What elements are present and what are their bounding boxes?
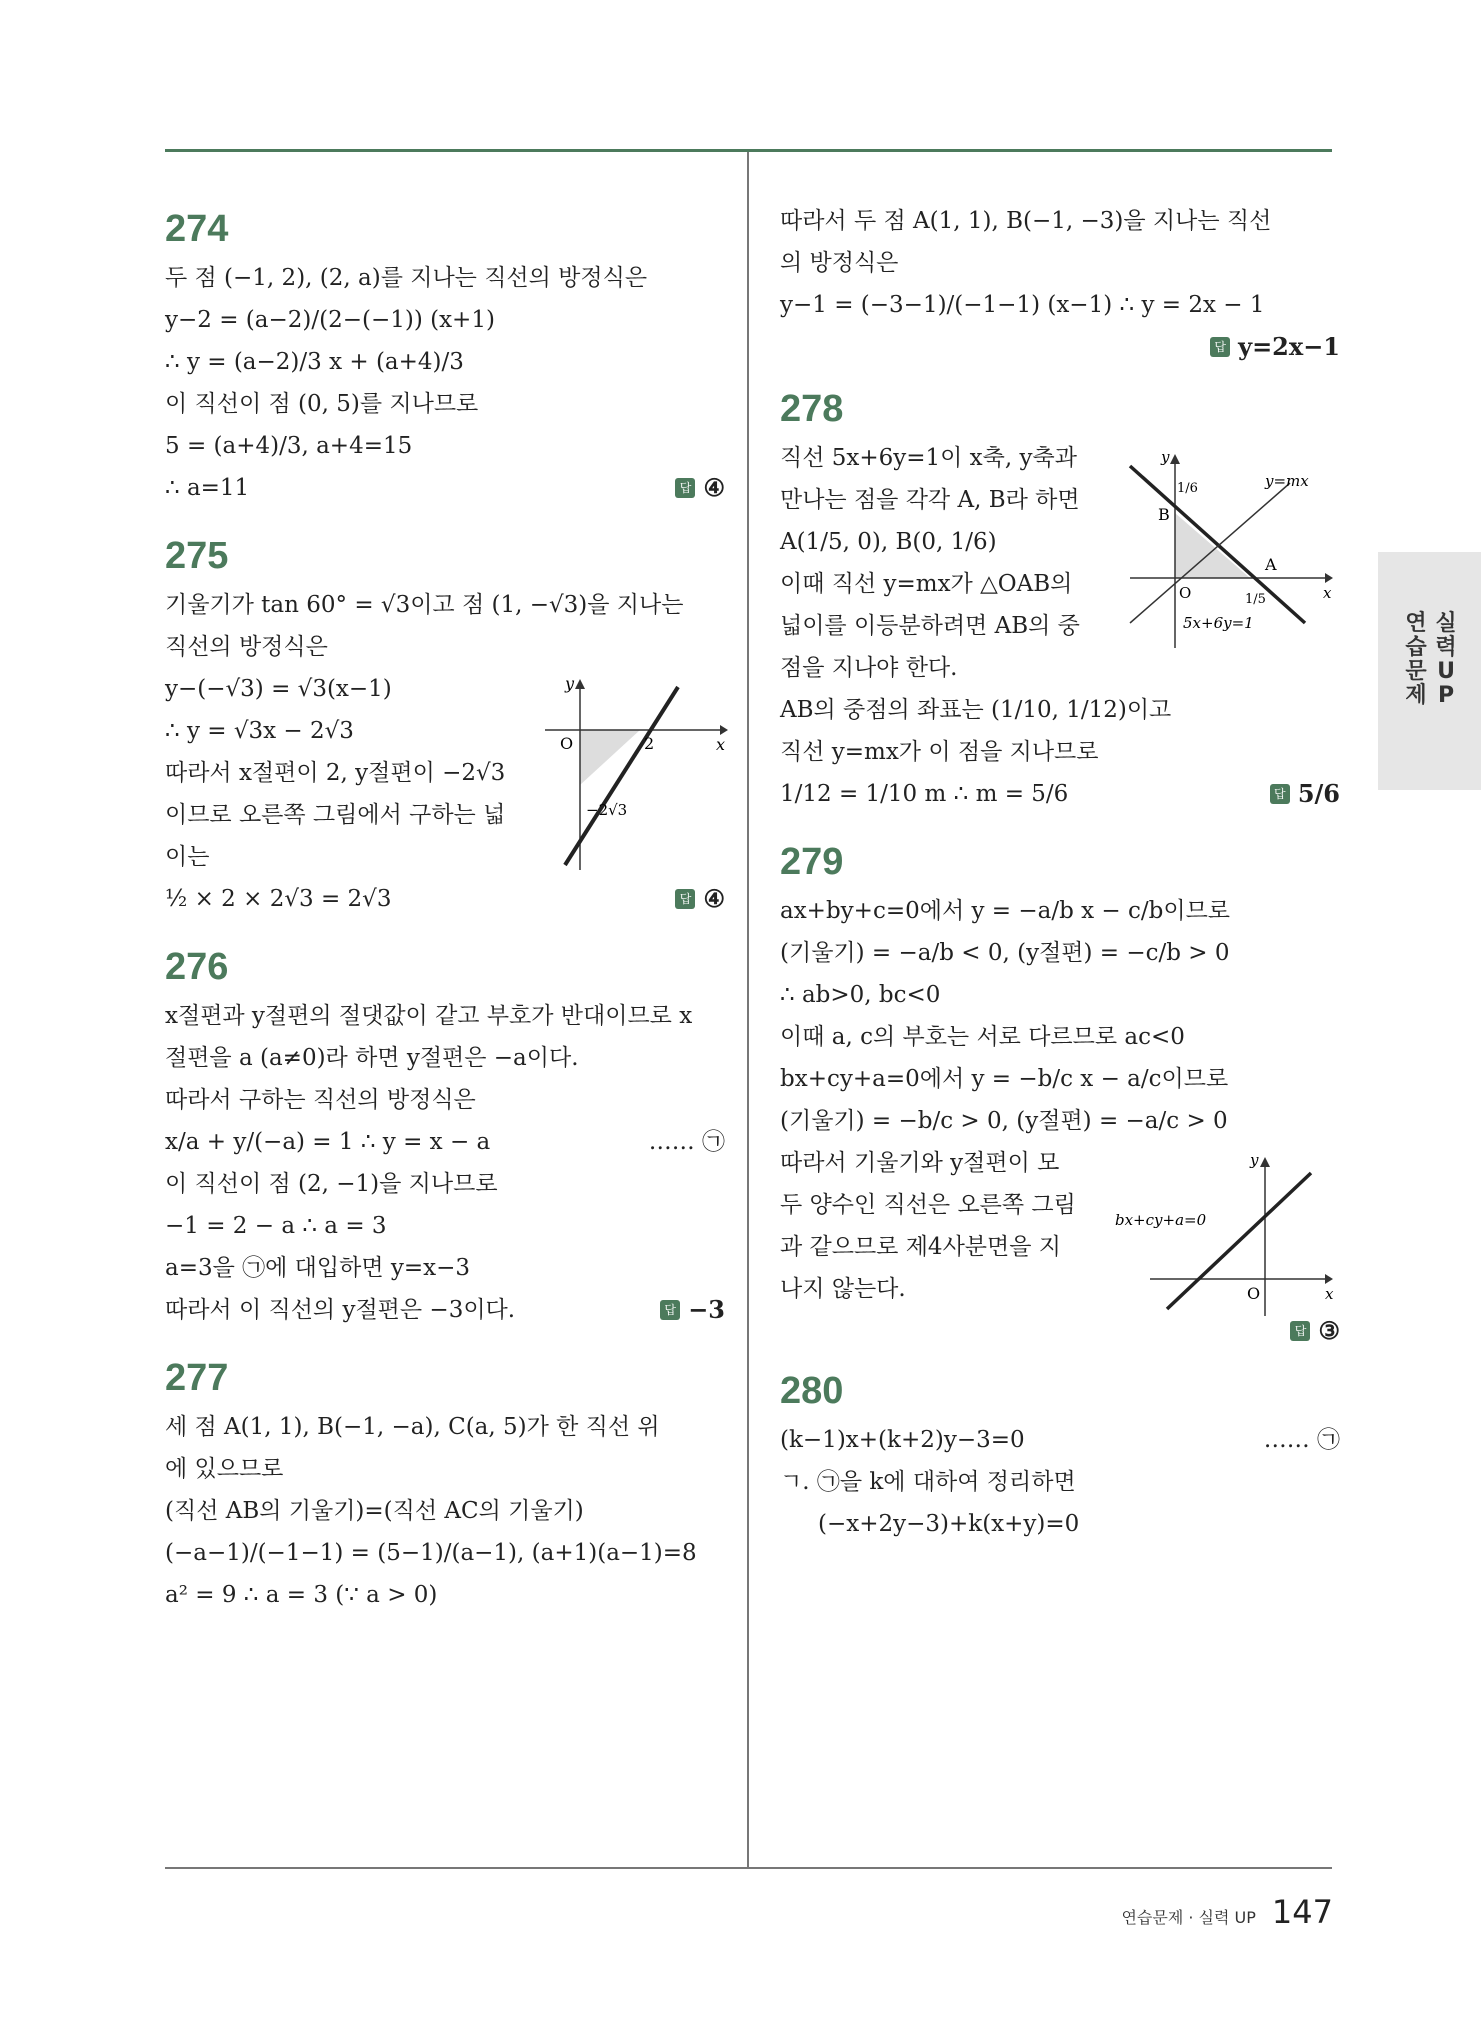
answer-icon: 답 bbox=[1210, 337, 1230, 357]
problem-275 bbox=[165, 535, 725, 920]
right-column bbox=[780, 200, 1340, 1545]
y-axis-arrow bbox=[575, 679, 585, 689]
left-column bbox=[165, 190, 725, 1616]
solution-line: (−a−1)/(−1−1) = (5−1)/(a−1), (a+1)(a−1)=8 bbox=[165, 1540, 697, 1566]
solution-line: 따라서 기울기와 y절편이 모 bbox=[780, 1150, 1060, 1176]
figure-279-graph bbox=[1115, 1151, 1340, 1321]
solution-line: ㄱ. ㉠을 k에 대하여 정리하면 bbox=[780, 1469, 1076, 1495]
side-section-tab bbox=[1378, 552, 1481, 790]
solution-line: (−x+2y−3)+k(x+y)=0 bbox=[818, 1511, 1080, 1537]
solution-line: 만나는 점을 각각 A, B라 하면 bbox=[780, 487, 1080, 513]
problem-274 bbox=[165, 208, 725, 509]
answer-value: 5/6 bbox=[1297, 779, 1340, 808]
figure-278-graph bbox=[1125, 448, 1340, 653]
solution-line-with-answer bbox=[165, 467, 725, 509]
problem-276 bbox=[165, 946, 725, 1331]
column-divider bbox=[747, 152, 749, 1867]
answer-icon: 답 bbox=[1290, 1321, 1310, 1341]
solution-line: 기울기가 tan 60° = √3이고 점 (1, −√3)을 지나는 bbox=[165, 592, 684, 618]
x-axis-label: x bbox=[1323, 584, 1332, 602]
solution-line: 에 있으므로 bbox=[165, 1456, 284, 1482]
y-intercept-label: −2√3 bbox=[586, 801, 628, 819]
solution-line: 직선의 방정식은 bbox=[165, 634, 328, 660]
origin-label: O bbox=[1247, 1284, 1261, 1303]
solution-line: ax+by+c=0에서 y = −a/b x − c/b이므로 bbox=[780, 898, 1231, 924]
a-value-label: 1/5 bbox=[1245, 592, 1266, 607]
problem-number: 279 bbox=[780, 841, 844, 883]
solution-line: 직선 5x+6y=1이 x축, y축과 bbox=[780, 445, 1077, 471]
problem-278 bbox=[780, 388, 1340, 815]
x-axis-arrow bbox=[1325, 1274, 1333, 1284]
answer-icon: 답 bbox=[675, 889, 695, 909]
solution-line: −1 = 2 − a ∴ a = 3 bbox=[165, 1213, 387, 1239]
solution-line: 절편을 a (a≠0)라 하면 y절편은 −a이다. bbox=[165, 1045, 579, 1071]
solution-line: 따라서 두 점 A(1, 1), B(−1, −3)을 지나는 직선 bbox=[780, 208, 1272, 234]
figure-275-graph bbox=[540, 675, 730, 875]
solution-line: 의 방정식은 bbox=[780, 250, 899, 276]
origin-label: O bbox=[560, 734, 574, 753]
point-b-label: B bbox=[1158, 505, 1170, 524]
page-footer bbox=[1121, 1893, 1333, 1931]
tab-label-silryeok-up: 실력UP bbox=[1435, 611, 1457, 708]
bottom-rule bbox=[165, 1867, 1332, 1869]
answer-icon: 답 bbox=[660, 1300, 680, 1320]
solution-text: (k−1)x+(k+2)y−3=0 bbox=[780, 1427, 1025, 1453]
y-axis-label: y bbox=[1161, 448, 1170, 466]
solution-line: a=3을 ㉠에 대입하면 y=x−3 bbox=[165, 1255, 470, 1281]
line-label: bx+cy+a=0 bbox=[1115, 1211, 1207, 1229]
solution-line: ∴ ab>0, bc<0 bbox=[780, 982, 941, 1008]
solution-line: (직선 AB의 기울기)=(직선 AC의 기울기) bbox=[165, 1498, 584, 1524]
solution-line: 이 직선이 점 (0, 5)를 지나므로 bbox=[165, 391, 479, 417]
answer-badge bbox=[1270, 773, 1340, 815]
y-axis-arrow bbox=[1170, 454, 1180, 464]
problem-277-continued bbox=[780, 200, 1340, 368]
solution-line: a² = 9 ∴ a = 3 (∵ a > 0) bbox=[165, 1582, 438, 1608]
graph-line bbox=[1167, 1173, 1311, 1309]
problem-number: 275 bbox=[165, 535, 229, 577]
problem-number: 274 bbox=[165, 208, 229, 250]
solution-line: 세 점 A(1, 1), B(−1, −a), C(a, 5)가 한 직선 위 bbox=[165, 1414, 660, 1440]
solution-line: 과 같으므로 제4사분면을 지 bbox=[780, 1234, 1061, 1260]
answer-badge bbox=[675, 878, 725, 920]
solution-line: 넓이를 이등분하려면 AB의 중 bbox=[780, 613, 1080, 639]
answer-badge bbox=[675, 467, 725, 509]
solution-text: 따라서 이 직선의 y절편은 −3이다. bbox=[165, 1297, 516, 1323]
solution-line-with-answer bbox=[780, 773, 1340, 815]
solution-line: 5 = (a+4)/3, a+4=15 bbox=[165, 433, 413, 459]
answer-line bbox=[780, 326, 1340, 368]
solution-line: 직선 y=mx가 이 점을 지나므로 bbox=[780, 739, 1099, 765]
x-axis-label: x bbox=[716, 735, 726, 754]
solution-line: y−1 = (−3−1)/(−1−1) (x−1) ∴ y = 2x − 1 bbox=[780, 292, 1265, 318]
solution-line: y−2 = (a−2)/(2−(−1)) (x+1) bbox=[165, 307, 495, 333]
solution-line: 나지 않는다. bbox=[780, 1276, 906, 1302]
solution-line: 따라서 구하는 직선의 방정식은 bbox=[165, 1087, 476, 1113]
solution-text: ½ × 2 × 2√3 = 2√3 bbox=[165, 886, 392, 912]
page-number: 147 bbox=[1271, 1893, 1333, 1931]
solution-line: x절편과 y절편의 절댓값이 같고 부호가 반대이므로 x bbox=[165, 1003, 693, 1029]
solution-line: AB의 중점의 좌표는 (1/10, 1/12)이고 bbox=[780, 697, 1172, 723]
solution-line: 이때 a, c의 부호는 서로 다르므로 ac<0 bbox=[780, 1024, 1185, 1050]
answer-icon: 답 bbox=[675, 478, 695, 498]
solution-line: 이는 bbox=[165, 844, 210, 870]
solution-line: 이 직선이 점 (2, −1)을 지나므로 bbox=[165, 1171, 498, 1197]
solution-line: ∴ y = (a−2)/3 x + (a+4)/3 bbox=[165, 349, 464, 375]
answer-value: ④ bbox=[703, 473, 725, 502]
tab-label-yeonseup-munje: 연습문제 bbox=[1405, 611, 1427, 708]
origin-label: O bbox=[1179, 584, 1192, 602]
answer-icon: 답 bbox=[1270, 784, 1290, 804]
x-intercept-label: 2 bbox=[644, 734, 655, 753]
solution-line: y−(−√3) = √3(x−1) bbox=[165, 676, 392, 702]
line-5x-6y-label: 5x+6y=1 bbox=[1183, 614, 1254, 632]
solution-line-with-tag bbox=[165, 1121, 725, 1163]
problem-number: 280 bbox=[780, 1370, 844, 1412]
b-value-label: 1/6 bbox=[1177, 481, 1198, 496]
solution-line: 따라서 x절편이 2, y절편이 −2√3 bbox=[165, 760, 506, 786]
answer-value: −3 bbox=[688, 1295, 725, 1324]
solution-line: ∴ y = √3x − 2√3 bbox=[165, 718, 354, 744]
point-a-label: A bbox=[1265, 555, 1277, 574]
solution-line: (기울기) = −a/b < 0, (y절편) = −c/b > 0 bbox=[780, 940, 1230, 966]
line-y-mx bbox=[1130, 483, 1290, 623]
problem-279 bbox=[780, 841, 1340, 1352]
shaded-triangle bbox=[1175, 513, 1250, 578]
solution-line: 이때 직선 y=mx가 △OAB의 bbox=[780, 571, 1073, 597]
solution-text: 1/12 = 1/10 m ∴ m = 5/6 bbox=[780, 781, 1069, 807]
problem-number: 278 bbox=[780, 388, 844, 430]
solution-line: 두 점 (−1, 2), (2, a)를 지나는 직선의 방정식은 bbox=[165, 265, 648, 291]
answer-badge bbox=[660, 1289, 725, 1331]
solution-text: ∴ a=11 bbox=[165, 475, 250, 501]
problem-number: 276 bbox=[165, 946, 229, 988]
solution-line-with-answer bbox=[165, 1289, 725, 1331]
solution-line-with-answer bbox=[165, 878, 725, 920]
line-y-mx-label: y=mx bbox=[1265, 472, 1309, 490]
answer-badge bbox=[1210, 326, 1340, 368]
solution-line-with-tag bbox=[780, 1419, 1340, 1461]
solution-line: bx+cy+a=0에서 y = −b/c x − a/c이므로 bbox=[780, 1066, 1229, 1092]
x-axis-arrow bbox=[1325, 573, 1333, 583]
solution-line: A(1/5, 0), B(0, 1/6) bbox=[780, 529, 997, 555]
answer-value: y=2x−1 bbox=[1238, 332, 1340, 361]
y-axis-arrow bbox=[1260, 1157, 1270, 1167]
problem-280 bbox=[780, 1370, 1340, 1545]
solution-line: (기울기) = −b/c > 0, (y절편) = −a/c > 0 bbox=[780, 1108, 1228, 1134]
y-axis-label: y bbox=[1250, 1151, 1259, 1169]
problem-number: 277 bbox=[165, 1357, 229, 1399]
y-axis-label: y bbox=[565, 675, 575, 693]
solution-line: 점을 지나야 한다. bbox=[780, 655, 958, 681]
answer-value: ④ bbox=[703, 884, 725, 913]
footer-section-title: 연습문제 · 실력 UP bbox=[1121, 1908, 1256, 1927]
equation-tag: …… ㉠ bbox=[648, 1129, 725, 1155]
x-axis-label: x bbox=[1325, 1285, 1334, 1303]
solution-text: x/a + y/(−a) = 1 ∴ y = x − a bbox=[165, 1129, 491, 1155]
solution-line: 이므로 오른쪽 그림에서 구하는 넓 bbox=[165, 802, 506, 828]
answer-value: ③ bbox=[1318, 1316, 1340, 1345]
equation-tag: …… ㉠ bbox=[1263, 1427, 1340, 1453]
x-axis-arrow bbox=[720, 725, 728, 735]
solution-line: 두 양수인 직선은 오른쪽 그림 bbox=[780, 1192, 1076, 1218]
problem-277 bbox=[165, 1357, 725, 1616]
